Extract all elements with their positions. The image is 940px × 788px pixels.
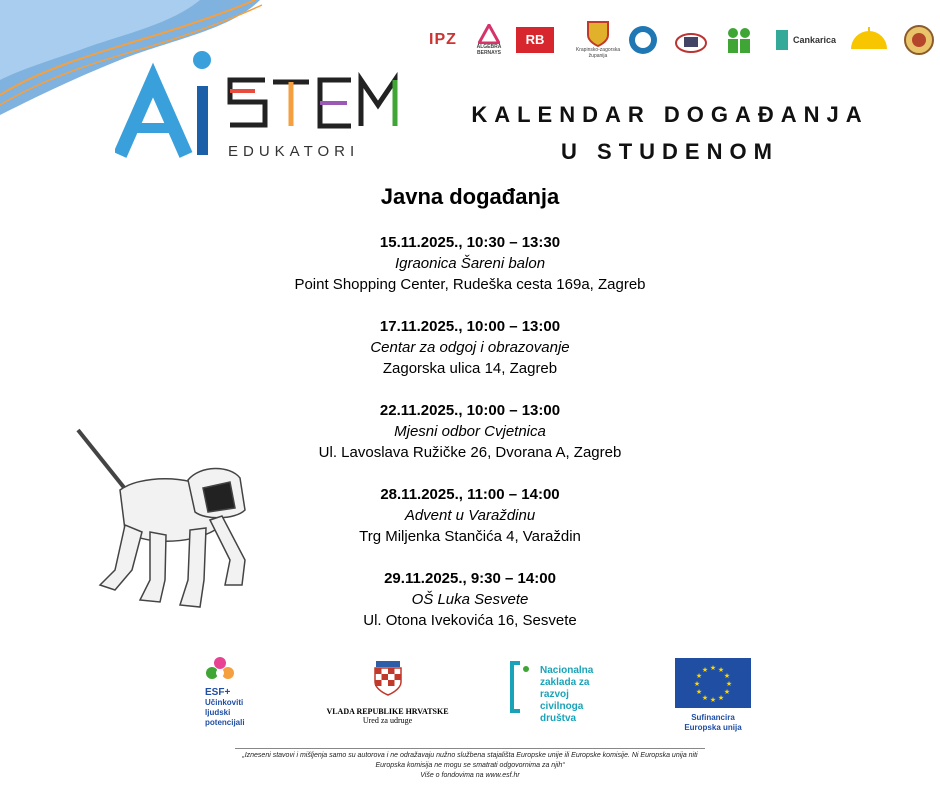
- disclaimer-line: Više o fondovima na www.esf.hr: [420, 772, 520, 779]
- esf-line: ljudski: [205, 708, 231, 717]
- nzrcd-line: Nacionalna: [540, 665, 594, 676]
- vlada-sublabel: Ured za udruge: [362, 716, 413, 725]
- disclaimer-divider: [235, 748, 705, 749]
- esf-line: Učinkoviti: [205, 698, 244, 707]
- disclaimer-line: „Izneseni stavovi i mišljenja samo su autorova i ne odražavaju nužno službena stajališta Europske unije ili Europske komisije. Ni Europska unija niti: [242, 752, 698, 759]
- svg-text:★: ★: [709, 664, 717, 672]
- eu-line: Europska unija: [684, 723, 742, 732]
- algebra-bernays-logo: ALGEBRA BERNAYS: [470, 18, 508, 62]
- event-datetime: 29.11.2025., 9:30 – 14:00: [384, 570, 556, 587]
- svg-text:★: ★: [725, 680, 733, 688]
- event-location: Ul. Otona Ivekovića 16, Sesvete: [363, 612, 577, 629]
- vlada-logo: [315, 660, 460, 725]
- event-item: [250, 400, 690, 463]
- svg-text:★: ★: [695, 688, 703, 696]
- eu-logo: [673, 658, 753, 733]
- svg-text:★: ★: [709, 696, 717, 704]
- nzrcd-line: društva: [540, 713, 577, 724]
- eu-line: Sufinancira: [691, 713, 735, 722]
- cankarica-logo: Cankarica: [770, 18, 840, 62]
- event-location: Zagorska ulica 14, Zagreb: [382, 360, 558, 377]
- event-item: [250, 484, 690, 547]
- calendar-title: [455, 96, 885, 170]
- svg-text:★: ★: [723, 672, 731, 680]
- event-name: Mjesni odbor Cvjetnica: [394, 423, 546, 440]
- calendar-title-line1: KALENDAR DOGAĐANJA: [471, 102, 869, 127]
- svg-text:★: ★: [701, 694, 709, 702]
- circle-blue-logo: [627, 18, 659, 62]
- eu-flag-icon: [675, 658, 751, 708]
- funding-logos: [200, 655, 760, 745]
- svg-text:★: ★: [723, 688, 731, 696]
- esf-label: ESF+: [205, 687, 231, 698]
- esf-logo: [205, 655, 285, 728]
- event-location: Point Shopping Center, Rudeška cesta 169a, Zagreb: [294, 276, 646, 293]
- sun-logo: [845, 18, 893, 62]
- event-datetime: 17.11.2025., 10:00 – 13:00: [379, 318, 561, 335]
- event-name: Advent u Varaždinu: [404, 507, 536, 524]
- event-name: Centar za odgoj i obrazovanje: [370, 339, 570, 356]
- rb-logo: RB: [515, 18, 555, 62]
- event-item: [250, 568, 690, 631]
- esf-flower-icon: [205, 655, 235, 685]
- round-seal-logo: [903, 18, 935, 62]
- calendar-title-line2: U STUDENOM: [561, 139, 779, 164]
- event-item: [250, 316, 690, 379]
- svg-text:★: ★: [701, 666, 709, 674]
- robot-dog-illustration: [70, 420, 260, 620]
- svg-text:★: ★: [693, 680, 701, 688]
- event-datetime: 28.11.2025., 11:00 – 14:00: [380, 486, 560, 503]
- events-list: [250, 232, 690, 652]
- krapinsko-zagorska-logo: Krapinsko-zagorska županija: [573, 18, 623, 62]
- nzrcd-logo: [508, 657, 618, 737]
- disclaimer-line: Europska komisija ne mogu se smatrati odgovornima za njih“: [375, 762, 565, 769]
- esf-line: potencijali: [205, 718, 245, 727]
- svg-text:★: ★: [695, 672, 703, 680]
- brand-subtitle: EDUKATORI: [228, 143, 360, 160]
- nzrcd-line: razvoj: [540, 689, 569, 700]
- event-name: OŠ Luka Sesvete: [411, 591, 529, 608]
- event-datetime: 15.11.2025., 10:30 – 13:30: [379, 234, 561, 251]
- green-figures-logo: [722, 18, 756, 62]
- osnovna-skola-logo: [673, 18, 709, 62]
- disclaimer: [220, 748, 720, 781]
- event-location: Trg Miljenka Stančića 4, Varaždin: [359, 528, 581, 545]
- svg-text:★: ★: [717, 694, 725, 702]
- event-location: Ul. Lavoslava Ružičke 26, Dvorana A, Zagreb: [318, 444, 622, 461]
- event-name: Igraonica Šareni balon: [394, 255, 546, 272]
- nzrcd-line: zaklada za: [540, 677, 590, 688]
- svg-text:★: ★: [717, 666, 725, 674]
- partner-logos: [415, 18, 935, 64]
- event-item: [250, 232, 690, 295]
- ipz-logo: IPZ: [429, 31, 457, 48]
- section-title: Javna događanja: [380, 184, 560, 209]
- croatian-coat-of-arms-icon: [373, 660, 403, 696]
- nzrcd-line: civilnoga: [540, 701, 584, 712]
- event-datetime: 22.11.2025., 10:00 – 13:00: [379, 402, 561, 419]
- bracket-icon: [508, 659, 538, 715]
- vlada-label: VLADA REPUBLIKE HRVATSKE: [326, 707, 449, 716]
